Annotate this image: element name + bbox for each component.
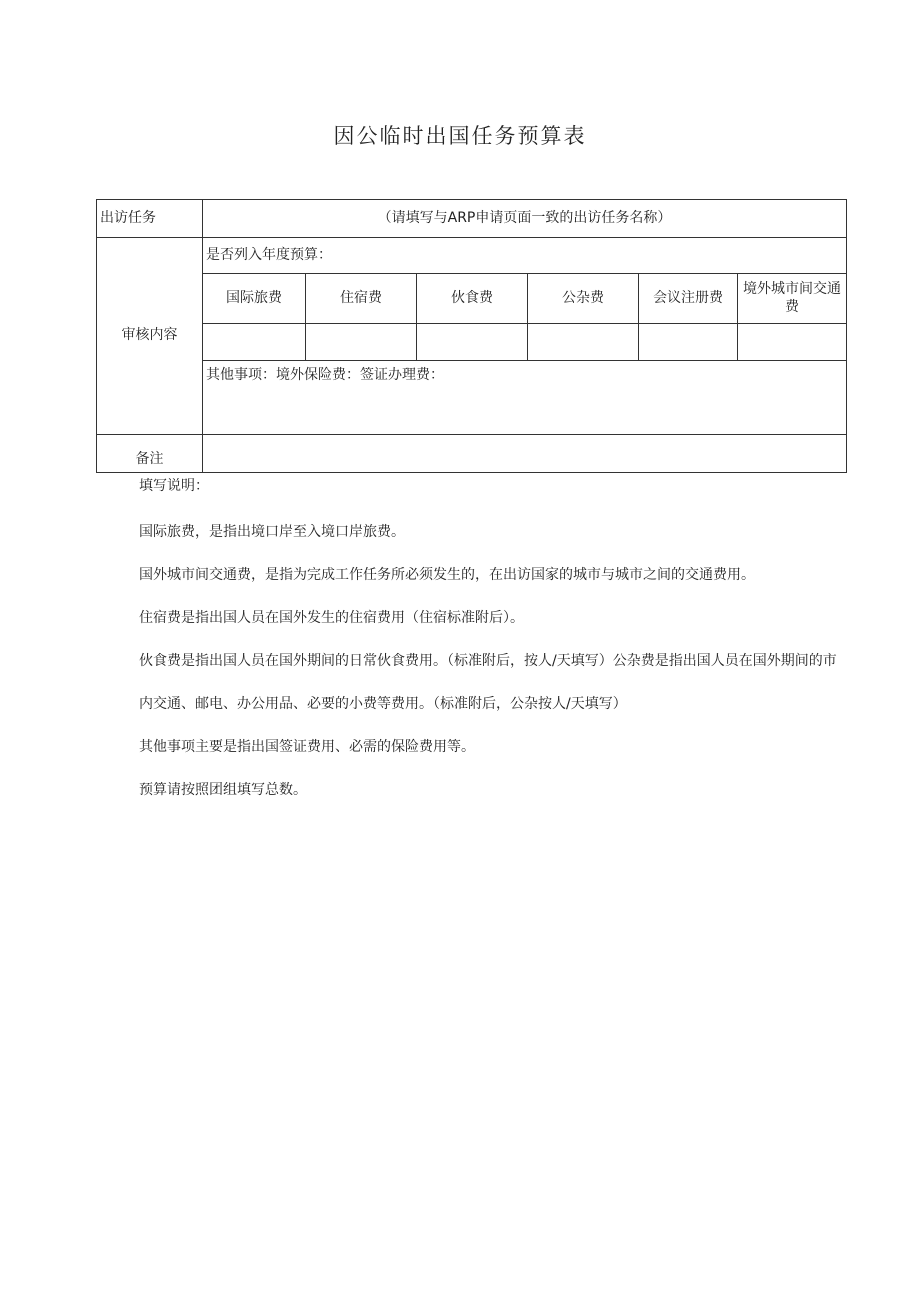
- instructions: [139, 473, 849, 812]
- budget-table: [96, 199, 847, 473]
- fee-header-lodging: 住宿费: [306, 274, 417, 324]
- fee-input-misc[interactable]: [528, 324, 639, 361]
- task-label: 出访任务: [97, 200, 203, 238]
- remarks-field[interactable]: [203, 435, 847, 473]
- note-item: 住宿费是指出国人员在国外发生的住宿费用（住宿标准附后）。: [139, 610, 524, 626]
- note-item: 预算请按照团组填写总数。: [139, 782, 307, 798]
- fee-input-intercity-transport[interactable]: [738, 324, 847, 361]
- fee-header-intl-travel: 国际旅费: [203, 274, 306, 324]
- fee-input-conference[interactable]: [639, 324, 738, 361]
- fee-header-intercity-transport: 境外城市间交通费: [738, 274, 847, 324]
- fee-header-conference: 会议注册费: [639, 274, 738, 324]
- note-item: 国外城市间交通费，是指为完成工作任务所必须发生的，在出访国家的城市与城市之间的交通费用。: [139, 567, 755, 583]
- note-item: 国际旅费，是指出境口岸至入境口岸旅费。: [139, 524, 405, 540]
- page-title: 因公临时出国任务预算表: [333, 124, 587, 148]
- task-value-field[interactable]: （请填写与ARP申请页面一致的出访任务名称）: [203, 200, 847, 238]
- note-item: 伙食费是指出国人员在国外期间的日常伙食费用。（标准附后，按人/天填写）公杂费是指出国人员在国外期间的市内交通、邮电、办公用品、必要的小费等费用。（标准附后，公杂按人/天填写）: [139, 653, 837, 712]
- other-items-field[interactable]: 其他事项：境外保险费：签证办理费：: [203, 361, 847, 435]
- fee-input-meals[interactable]: [417, 324, 528, 361]
- note-item: 其他事项主要是指出国签证费用、必需的保险费用等。: [139, 739, 475, 755]
- fee-header-meals: 伙食费: [417, 274, 528, 324]
- fee-input-intl-travel[interactable]: [203, 324, 306, 361]
- fee-input-lodging[interactable]: [306, 324, 417, 361]
- remarks-label: 备注: [97, 435, 203, 473]
- annual-budget-field[interactable]: 是否列入年度预算：: [203, 238, 847, 274]
- review-label: 审核内容: [97, 238, 203, 435]
- fee-header-misc: 公杂费: [528, 274, 639, 324]
- instructions-heading: 填写说明：: [139, 478, 209, 494]
